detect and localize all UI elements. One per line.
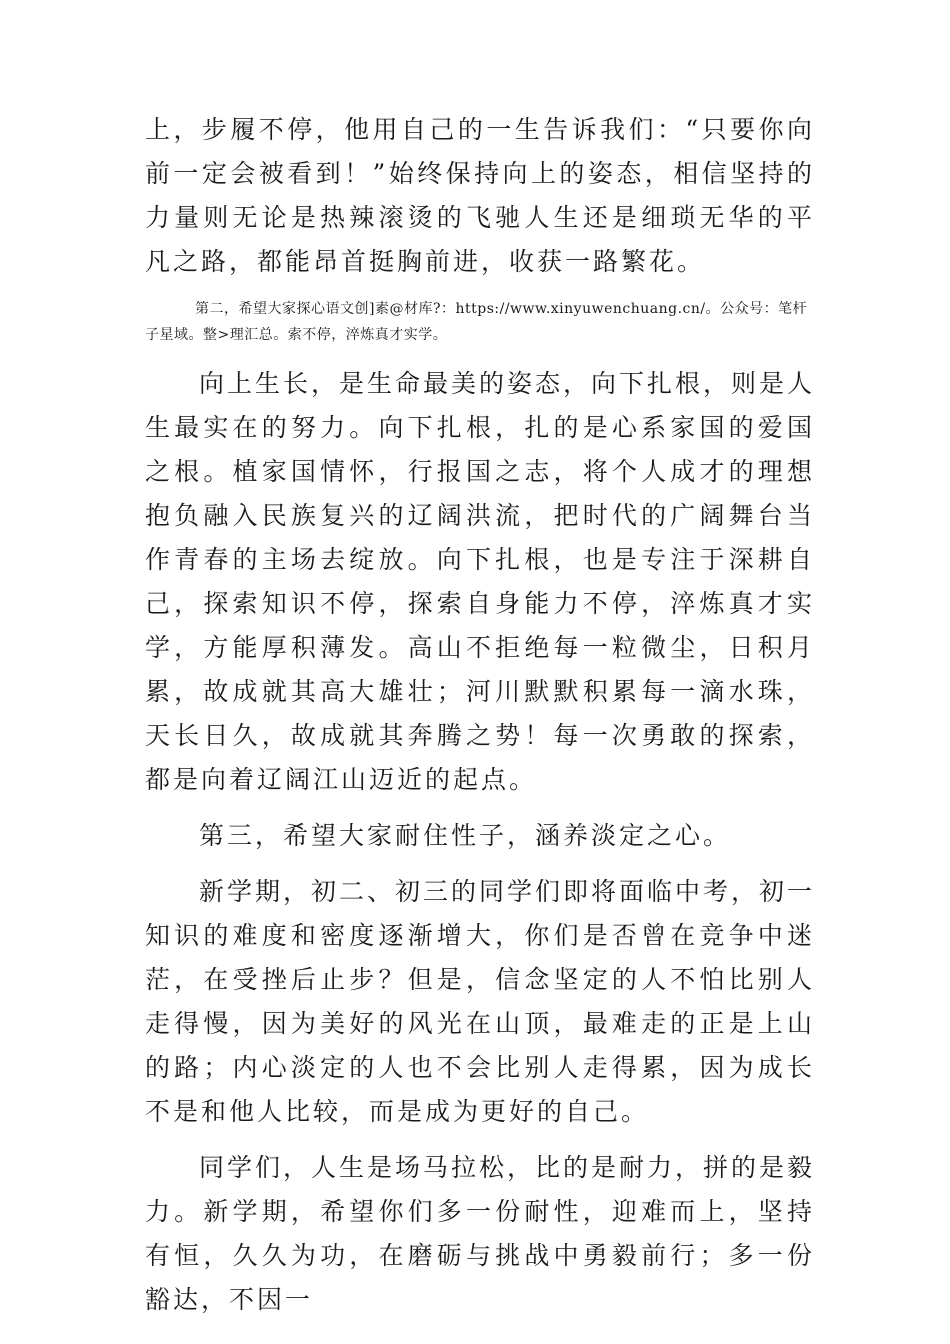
paragraph-root-growth: 向上生长，是生命最美的姿态，向下扎根，则是人生最实在的努力。向下扎根，扎的是心系家国的爱国之根。植家国情怀，行报国之志，将个人成才的理想抱负融入民族复兴的辽阔洪流，把时代的广阔舞台当作青春的主场去绽放。向下扎根，也是专注于深耕自己，探索知识不停，探索自身能力不停，淬炼真才实学，方能厚积薄发。高山不拒绝每一粒微尘，日积月累，故成就其高大雄壮；河川默默积累每一滴水珠，天长日久，故成就其奔腾之势！每一次勇敢的探索，都是向着辽阔江山迈近的起点。 <box>145 369 816 794</box>
paragraph-new-semester: 新学期，初二、初三的同学们即将面临中考，初一知识的难度和密度逐渐增大，你们是否曾在竞争中迷茫，在受挫后止步？但是，信念坚定的人不怕比别人走得慢，因为美好的风光在山顶，最难走的正是上山的路；内心淡定的人也不会比别人走得累，因为成长不是和他人比较，而是成为更好的自己。 <box>145 877 816 1126</box>
paragraph-continuation: 上，步履不停，他用自己的一生告诉我们：“只要你向前一定会被看到！”始终保持向上的姿态，相信坚持的力量则无论是热辣滚烫的飞驰人生还是细琐无华的平凡之路，都能昂首挺胸前进，收获一路繁花。 <box>145 115 815 276</box>
watermark-note: 第二，希望大家探心语文创]素@材库?：https://www.xinyuwenchuang.cn/。公众号：笔杆子星域。整>理汇总。索不停，淬炼真才实学。 <box>145 301 808 343</box>
document-body <box>145 108 815 1334</box>
paragraph-marathon: 同学们，人生是场马拉松，比的是耐力，拼的是毅力。新学期，希望你们多一份耐性，迎难而上，坚持有恒，久久为功，在磨砺与挑战中勇毅前行；多一份豁达，不因一 <box>145 1153 816 1314</box>
paragraph-heading-third: 第三，希望大家耐住性子，涵养淡定之心。 <box>199 821 732 850</box>
